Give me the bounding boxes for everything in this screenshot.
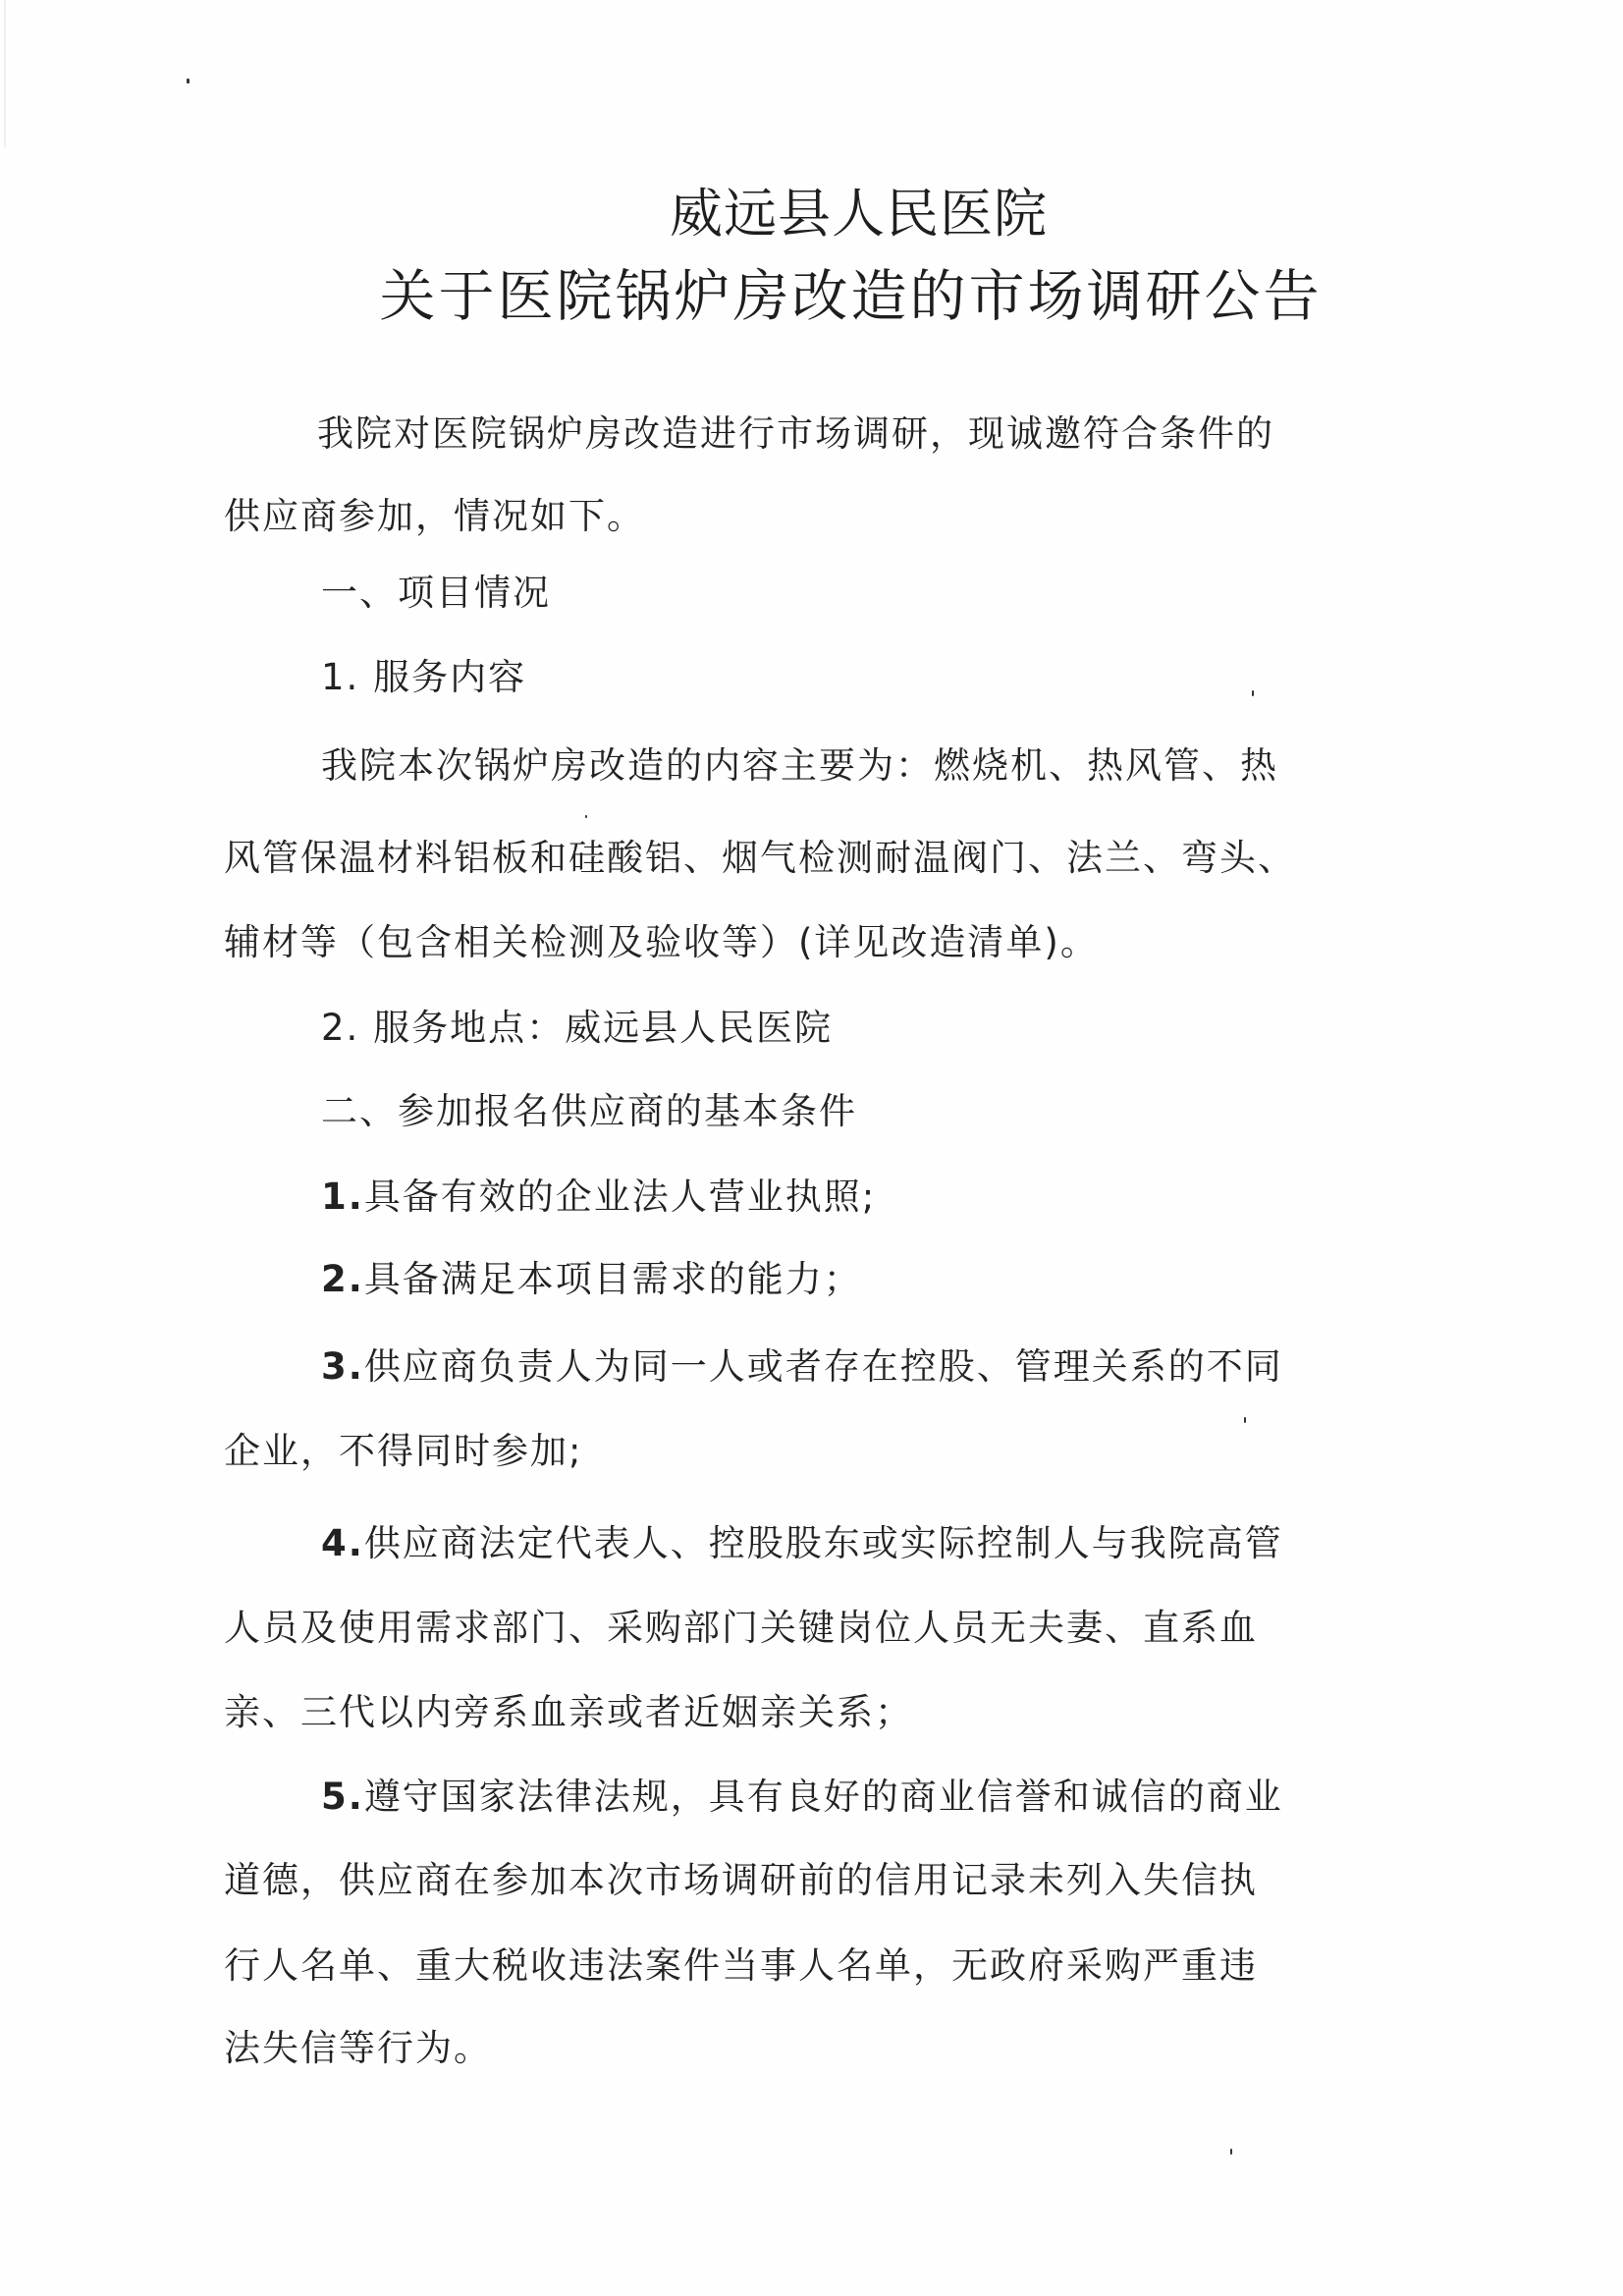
condition-5-line-1: [321, 1776, 1283, 1819]
condition-4-line-3: 亲、三代以内旁系血亲或者近姻亲关系；: [224, 1691, 913, 1733]
scan-speck: [1230, 2149, 1232, 2155]
condition-2: [321, 1258, 862, 1301]
condition-3-line-2: 企业，不得同时参加;: [224, 1430, 583, 1472]
scan-speck: [1244, 1417, 1246, 1423]
document-title-organization: 威远县人民医院: [670, 183, 1048, 245]
condition-text: 具备有效的企业法人营业执照;: [363, 1175, 877, 1218]
condition-number: 4.: [321, 1522, 364, 1564]
section1-item1-body-line-3: 辅材等（包含相关检测及验收等）(详见改造清单)。: [224, 921, 1099, 963]
scan-edge-artifact: [4, 0, 6, 147]
intro-line-2: 供应商参加，情况如下。: [224, 495, 645, 537]
scan-speck: [1252, 690, 1254, 696]
condition-5-line-3: 行人名单、重大税收违法案件当事人名单，无政府采购严重违: [224, 1944, 1258, 1987]
intro-line-1: 我院对医院锅炉房改造进行市场调研，现诚邀符合条件的: [317, 412, 1274, 455]
section1-item1-heading: 1. 服务内容: [321, 656, 527, 698]
section2-heading: 二、参加报名供应商的基本条件: [321, 1090, 857, 1132]
condition-1: [321, 1175, 876, 1219]
scan-speck: [585, 815, 587, 818]
document-title-subject: 关于医院锅炉房改造的市场调研公告: [379, 264, 1323, 329]
section1-item2: 2. 服务地点：威远县人民医院: [321, 1007, 834, 1049]
condition-3-line-1: [321, 1345, 1283, 1389]
condition-text: 供应商法定代表人、控股股东或实际控制人与我院高管: [363, 1522, 1283, 1564]
condition-4-line-1: [321, 1522, 1283, 1565]
scan-speck: [187, 79, 189, 83]
condition-5-line-2: 道德，供应商在参加本次市场调研前的信用记录未列入失信执: [224, 1859, 1258, 1901]
condition-text: 供应商负责人为同一人或者存在控股、管理关系的不同: [363, 1345, 1283, 1388]
condition-number: 3.: [321, 1345, 364, 1388]
condition-number: 5.: [321, 1776, 364, 1818]
condition-text: 遵守国家法律法规，具有良好的商业信誉和诚信的商业: [363, 1776, 1283, 1818]
condition-4-line-2: 人员及使用需求部门、采购部门关键岗位人员无夫妻、直系血: [224, 1607, 1258, 1649]
condition-text: 具备满足本项目需求的能力；: [363, 1258, 862, 1300]
section1-heading: 一、项目情况: [321, 572, 551, 614]
condition-5-line-4: 法失信等行为。: [224, 2027, 492, 2069]
condition-number: 1.: [321, 1175, 364, 1218]
section1-item1-body-line-1: 我院本次锅炉房改造的内容主要为：燃烧机、热风管、热: [321, 744, 1278, 787]
condition-number: 2.: [321, 1258, 364, 1300]
section1-item1-body-line-2: 风管保温材料铝板和硅酸铝、烟气检测耐温阀门、法兰、弯头、: [224, 837, 1296, 879]
